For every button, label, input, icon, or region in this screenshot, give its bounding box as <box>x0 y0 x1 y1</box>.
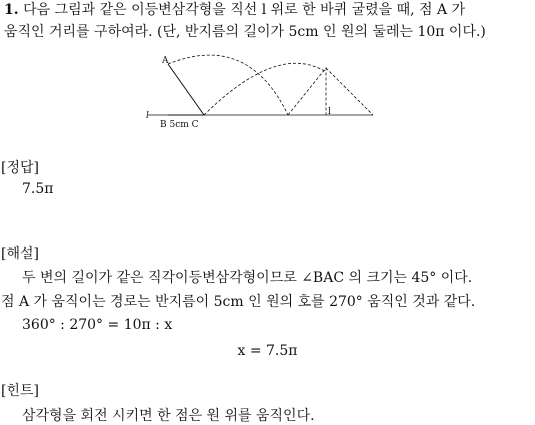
label-l: l <box>146 111 149 121</box>
explanation-line-1: 두 변의 길이가 같은 직각이등변삼각형이므로 ∠BAC 의 크기는 45° 이다. <box>22 270 473 286</box>
hint-heading: [힌트] <box>1 383 39 399</box>
triangle-rolled <box>288 68 326 115</box>
arc-path-1 <box>168 55 288 115</box>
problem-line-2: 움직인 거리를 구하여라. (단, 반지름의 길이가 5cm 인 원의 둘레는 10π 이다.) <box>4 24 486 40</box>
explanation-heading: [해설] <box>1 246 39 262</box>
problem-number: 1. <box>4 2 19 18</box>
label-a: A <box>162 56 169 66</box>
answer-value: 7.5π <box>22 181 54 197</box>
hypotenuse-rolled <box>326 68 373 115</box>
problem-line-1 <box>4 1 465 19</box>
explanation-line-3: 360° : 270° = 10π : x <box>22 317 173 333</box>
answer-heading: [정답] <box>1 160 39 176</box>
problem-text-1: 다음 그림과 같은 이등변삼각형을 직선 l 위로 한 바퀴 굴렸을 때, 점 A 가 <box>23 2 466 18</box>
hint-text: 삼각형을 회전 시키면 한 점은 원 위를 움직인다. <box>22 408 315 424</box>
label-bc: B 5cm C <box>160 120 199 130</box>
rolling-triangle-figure <box>138 52 388 132</box>
explanation-line-2: 점 A 가 움직이는 경로는 반지름이 5cm 인 원의 호를 270° 움직인 것과 같다. <box>1 294 476 310</box>
explanation-line-4: x = 7.5π <box>237 343 298 359</box>
triangle-abc <box>168 64 204 115</box>
arc-path-2 <box>204 63 326 115</box>
label-right: l <box>328 107 331 117</box>
